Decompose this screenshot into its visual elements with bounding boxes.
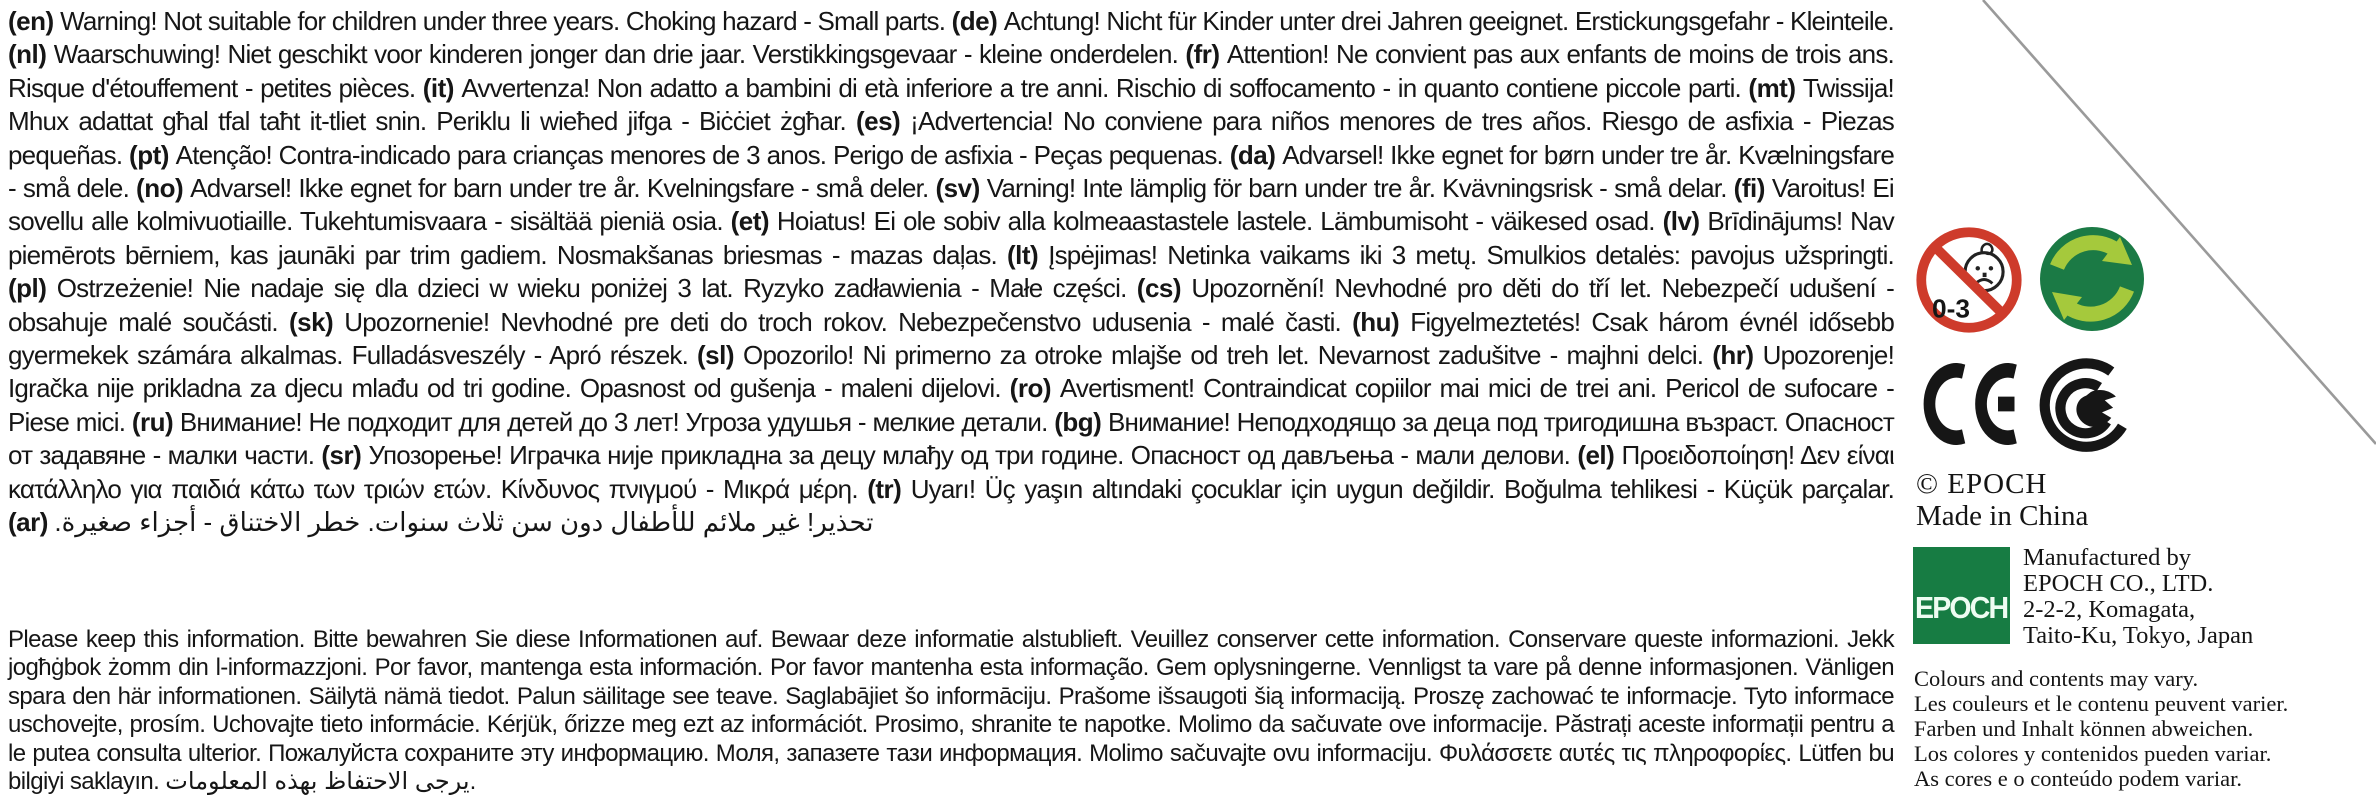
- language-code: (pt): [129, 139, 169, 170]
- warning-segment: Ostrzeżenie! Nie nadaje się dla dzieci w wieku poniżej 3 lat. Ryzyko zadławienia - Małe części.: [56, 273, 1127, 304]
- language-code: (it): [422, 72, 454, 103]
- language-code: (en): [8, 6, 54, 36]
- language-code: (sr): [321, 440, 362, 471]
- warning-segment: Avertisment! Contraindicat copiilor mai mici de trei ani. Pericol de sufocare - Piese mici.: [8, 373, 1894, 437]
- keep-info-sentence: Por favor, mantenga esta información.: [374, 654, 763, 682]
- language-code: (cs): [1136, 273, 1182, 304]
- keep-info-sentence: Bitte bewahren Sie diese Informationen auf.: [312, 626, 763, 653]
- keep-info-sentence: Prosimo, shranite te napotke.: [874, 711, 1172, 739]
- language-code: (lt): [1006, 239, 1039, 270]
- language-code: (sv): [935, 173, 980, 204]
- keep-info-sentence: يرجى الاحتفاظ بهذه المعلومات.: [165, 768, 477, 796]
- language-code: (et): [730, 206, 770, 237]
- warning-paragraph: [8, 5, 1894, 540]
- green-point-recycling-icon: [2040, 226, 2144, 332]
- keep-info-sentence: Φυλάσσετε αυτές τις πληροφορίες.: [1438, 739, 1792, 767]
- epoch-logo: [1913, 547, 2010, 644]
- variation-notice-line: Colours and contents may vary.: [1914, 666, 2199, 691]
- warning-segment: Hoiatus! Ei ole sobiv alla kolmeaastastele lastele. Lämbumisoht - väikesed osad.: [776, 206, 1655, 237]
- language-code: (hr): [1712, 340, 1754, 371]
- arc-certification-mark-icon: [2038, 351, 2140, 457]
- language-code: (lv): [1662, 206, 1700, 237]
- keep-info-sentence: Vänligen spara den här informationen.: [8, 654, 1894, 710]
- variation-notice-line: Los colores y contenidos pueden variar.: [1914, 741, 2272, 766]
- manufacturer-line: Taito-Ku, Tokyo, Japan: [2023, 622, 2254, 649]
- language-code: (fr): [1185, 39, 1220, 70]
- age-warning-0-3-icon: [1913, 224, 2025, 336]
- language-code: (ro): [1009, 373, 1051, 404]
- warning-segment: Внимание! Не подходит для детей до 3 лет! Угроза удушья - мелкие детали.: [179, 406, 1048, 437]
- warning-segment: Advarsel! Ikke egnet for barn under tre år. Kvelningsfare - små deler.: [190, 173, 929, 204]
- warning-segment: Upozornění! Nevhodné pro děti do tří let. Nebezpečí udušení - obsahuje malé součásti.: [8, 273, 1894, 337]
- age-range-label: 0-3: [1931, 293, 1970, 324]
- keep-info-sentence: Molimo sačuvajte ovu informaciju.: [1089, 739, 1433, 767]
- keep-info-sentence: Säilytä nämä tiedot.: [308, 682, 510, 710]
- language-code: (ar): [8, 507, 48, 538]
- keep-info-sentence: Пожалуйста сохраните эту информацию.: [268, 739, 709, 767]
- language-code: (sl): [697, 340, 735, 371]
- language-code: (hu): [1352, 306, 1400, 337]
- manufacturer-line: Manufactured by: [2023, 544, 2192, 571]
- manufacturer-line: 2-2-2, Komagata,: [2023, 596, 2196, 623]
- language-code: (pl): [8, 273, 47, 304]
- language-code: (ru): [131, 406, 174, 437]
- keep-info-sentence: Molimo da sačuvate ove informacije.: [1178, 711, 1548, 739]
- language-code: (es): [855, 106, 901, 137]
- manufacturer-line: EPOCH CO., LTD.: [2023, 570, 2214, 597]
- language-code: (no): [136, 173, 184, 204]
- language-code: (fi): [1733, 173, 1765, 204]
- warning-segment: ¡Advertencia! No conviene para niños menores de tres años. Riesgo de asfixia - Piezas pequeñas.: [8, 106, 1894, 170]
- ce-mark-icon: [1910, 363, 2020, 445]
- warning-segment: Figyelmeztetés! Csak három évnél idősebb gyermekek számára alkalmas. Fulladásveszély - Apró részek.: [8, 306, 1894, 371]
- keep-info-sentence: Uchovajte tieto informácie.: [212, 711, 481, 739]
- warning-segment: Внимание! Неподходящо за деца под тригодишна възраст. Опасност от задавяне - малки части.: [8, 406, 1894, 471]
- keep-info-sentence: Gem oplysningerne.: [1155, 654, 1362, 682]
- keep-info-sentence: Tyto informace uschovejte, prosím.: [8, 682, 1894, 739]
- keep-info-sentence: Por favor mantenha esta informação.: [770, 654, 1149, 682]
- warning-segment: Opozorilo! Ni primerno za otroke mlajše od treh let. Nevarnost zadušitve - majhni delci.: [743, 340, 1704, 371]
- manufacturer-block: [2023, 545, 2253, 649]
- language-code: (el): [1577, 440, 1615, 471]
- warning-segment: Twissija! Mhux adattat għal tfal taħt it-tliet snin. Periklu li wieħed jifga - Biċċiet żgħar.: [8, 72, 1894, 137]
- warning-segment: Warning! Not suitable for children under three years. Choking hazard - Small parts.: [60, 6, 946, 36]
- language-code: (da): [1229, 139, 1276, 170]
- warning-segment: تحذير! غير ملائم للأطفال دون سن ثلاث سنوات. خطر الاختناق - أجزاء صغيرة.: [54, 507, 874, 538]
- language-code: (sk): [288, 306, 334, 337]
- warning-segment: Varning! Inte lämplig för barn under tre år. Kvävningsrisk - små delar.: [986, 173, 1727, 204]
- warning-segment: Προειδοποίηση! Δεν είναι κατάλληλο για παιδιά κάτω των τριών ετών. Κίνδυνος πνιγμού - Μικρά μέρη.: [8, 440, 1894, 504]
- keep-info-sentence: Păstrați aceste informații pentru a le putea consulta ulterior.: [8, 711, 1894, 767]
- warning-segment: Upozorenje! Igračka nije prikladna za djecu mlađu od tri godine. Opasnost od gušenja - maleni dijelovi.: [8, 340, 1894, 404]
- keep-info-sentence: Palun säilitage see teave.: [516, 682, 779, 710]
- variation-notice-line: As cores e o conteúdo podem variar.: [1914, 766, 2243, 791]
- warning-segment: Brīdinājums! Nav piemērots bērniem, kas jaunāki par trim gadiem. Nosmakšanas briesmas - mazas daļas.: [8, 206, 1894, 270]
- language-code: (mt): [1748, 72, 1796, 103]
- warning-segment: Advarsel! Ikke egnet for børn under tre år. Kvælningsfare - små dele.: [8, 139, 1894, 204]
- keep-info-sentence: Please keep this information.: [8, 626, 305, 653]
- keep-info-sentence: Jekk jogħġbok żomm din l-informazzjoni.: [8, 626, 1895, 682]
- copyright-text: © EPOCH: [1916, 468, 2048, 500]
- variation-notice-line: Farben und Inhalt können abweichen.: [1914, 716, 2254, 741]
- keep-info-sentence: Veuillez conserver cette information.: [1130, 626, 1500, 653]
- warning-segment: Avvertenza! Non adatto a bambini di età inferiore a tre anni. Rischio di soffocamento - in quanto contiene piccole parti.: [461, 72, 1741, 103]
- language-code: (nl): [8, 39, 47, 70]
- made-in-text: Made in China: [1916, 500, 2089, 532]
- warning-segment: Įspėjimas! Netinka vaikams iki 3 metų. Smulkios detalės: pavojus užspringti.: [1048, 239, 1894, 270]
- warning-segment: Upozornenie! Nevhodné pre deti do troch rokov. Nebezpečenstvo udusenia - malé časti.: [344, 306, 1341, 337]
- warning-segment: Achtung! Nicht für Kinder unter drei Jahren geeignet. Erstickungsgefahr - Kleinteile.: [1003, 6, 1894, 36]
- variation-notice-block: [1914, 666, 2288, 791]
- keep-info-sentence: Kérjük, őrizze meg ezt az információt.: [486, 711, 868, 739]
- warning-segment: Atenção! Contra-indicado para crianças menores de 3 anos. Perigo de asfixia - Peças pequenas.: [175, 139, 1223, 170]
- keep-info-sentence: Saglabājiet šo informāciju.: [785, 682, 1052, 710]
- language-code: (bg): [1054, 406, 1102, 437]
- warning-segment: Упозорење! Играчка није прикладна за децу млађу од три године. Опасност од дављења - мали делови.: [368, 440, 1571, 471]
- variation-notice-line: Les couleurs et le contenu peuvent varier.: [1914, 691, 2289, 716]
- language-code: (tr): [867, 473, 902, 504]
- warning-segment: Waarschuwing! Niet geschikt voor kinderen jonger dan drie jaar. Verstikkingsgevaar - kleine onderdelen.: [53, 39, 1179, 70]
- keep-info-sentence: Conservare queste informazioni.: [1508, 626, 1839, 653]
- epoch-logo-text: EPOCH: [1915, 590, 2008, 625]
- keep-info-sentence: Prašome išsaugoti šią informaciją.: [1058, 682, 1406, 710]
- keep-info-sentence: Vennligst ta vare på denne informasjonen.: [1368, 654, 1799, 682]
- keep-info-sentence: Lütfen bu bilgiyi saklayın.: [8, 739, 1894, 796]
- keep-info-sentence: Моля, запазете тази информация.: [715, 739, 1083, 767]
- warning-segment: Attention! Ne convient pas aux enfants de moins de trois ans. Risque d'étouffement - petites pièces.: [8, 39, 1894, 103]
- warning-segment: Varoitus! Ei sovellu alle kolmivuotiaille. Tukehtumisvaara - sisältää pieniä osia.: [8, 173, 1894, 237]
- keep-info-sentence: Bewaar deze informatie alstublieft.: [770, 626, 1123, 653]
- language-code: (de): [951, 6, 998, 36]
- keep-info-sentence: Proszę zachować te informacje.: [1412, 682, 1738, 710]
- warning-segment: Uyarı! Üç yaşın altındaki çocuklar için uygun değildir. Boğulma tehlikesi - Küçük parçalar.: [910, 473, 1894, 504]
- keep-information-paragraph: [8, 626, 1894, 796]
- crescent-wave-shape: [2076, 390, 2115, 427]
